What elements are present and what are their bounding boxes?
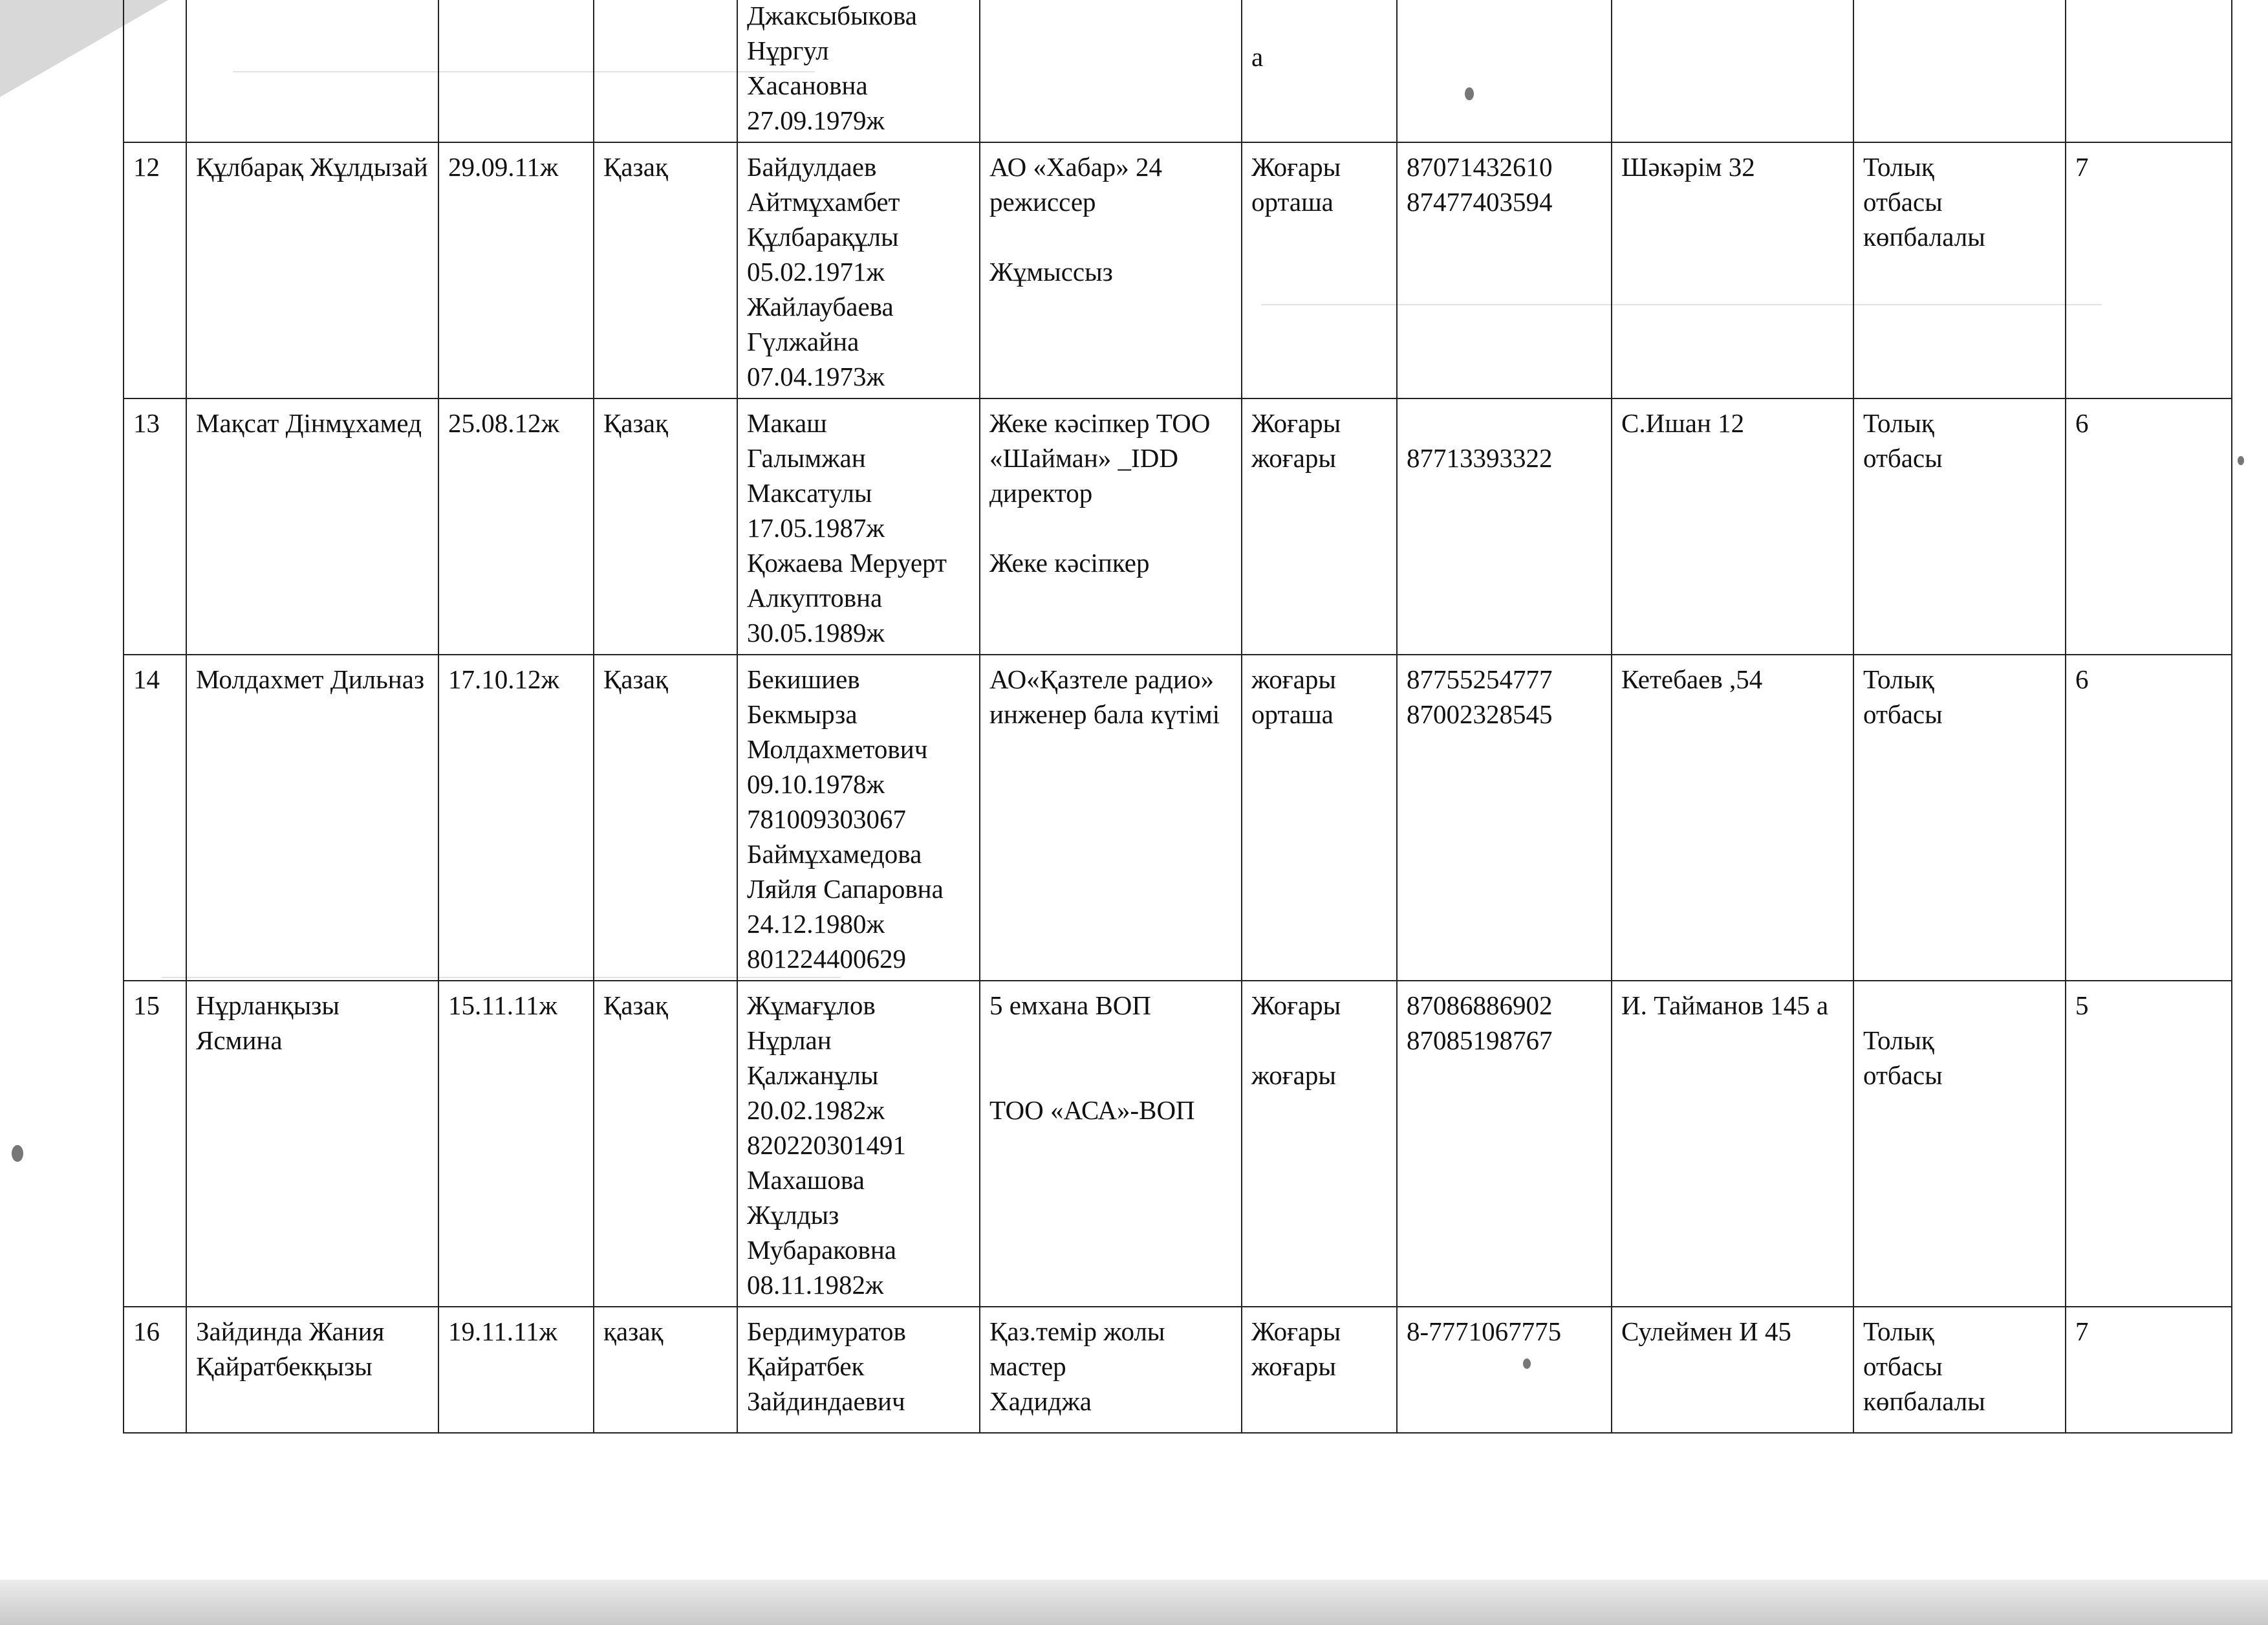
cell-education-line: Жоғары xyxy=(1251,408,1341,438)
cell-birth-date xyxy=(438,655,594,981)
cell-address xyxy=(1612,0,1853,142)
cell-number-text: 15 xyxy=(133,990,160,1020)
cell-address-text: Шәкәрім 32 xyxy=(1621,152,1755,182)
cell-family-status-line: көпбалалы xyxy=(1863,222,1985,252)
cell-family-status-line: отбасы xyxy=(1863,187,1943,217)
cell-parents-line: 17.05.1987ж xyxy=(747,513,885,543)
cell-family-status-line: отбасы xyxy=(1863,1351,1943,1381)
cell-nationality-text: Қазақ xyxy=(603,152,668,182)
cell-education-line: орташа xyxy=(1251,699,1334,729)
cell-phones-line xyxy=(1407,406,1604,441)
cell-child-name-text: Мақсат Дінмұхамед xyxy=(196,408,422,438)
cell-workplace-line: АО«Қазтеле радио» инженер бала күтімі xyxy=(989,664,1220,729)
cell-parents-line: 30.05.1989ж xyxy=(747,618,885,648)
cell-child-name-text: Құлбарақ Жұлдызай xyxy=(196,152,428,182)
cell-workplace xyxy=(980,981,1242,1307)
cell-workplace xyxy=(980,142,1242,398)
cell-family-size-text: 6 xyxy=(2075,664,2089,694)
cell-workplace-line: ТОО «АСА»-ВОП xyxy=(989,1095,1195,1125)
cell-education-line: жоғары xyxy=(1251,664,1336,694)
cell-family-status xyxy=(1853,981,2066,1307)
cell-parents-line: Бекишиев xyxy=(747,664,860,694)
cell-family-size xyxy=(2066,0,2232,142)
cell-parents xyxy=(737,398,980,655)
cell-parents-line: Жұмағұлов xyxy=(747,990,876,1020)
cell-workplace xyxy=(980,0,1242,142)
cell-education-line: Жоғары xyxy=(1251,152,1341,182)
cell-workplace xyxy=(980,398,1242,655)
cell-child-name xyxy=(186,398,438,655)
cell-nationality-text: Қазақ xyxy=(603,990,668,1020)
cell-family-status xyxy=(1853,142,2066,398)
cell-family-size xyxy=(2066,142,2232,398)
table-row xyxy=(124,142,2232,398)
cell-child-name xyxy=(186,981,438,1307)
cell-number xyxy=(124,1307,186,1433)
cell-workplace-line xyxy=(989,1023,1235,1058)
cell-workplace-line: Қаз.темір жолы мастер xyxy=(989,1316,1165,1381)
cell-parents-line: 05.02.1971ж xyxy=(747,257,885,287)
cell-workplace-line: Жеке кәсіпкер ТОО «Шайман» _IDD директор xyxy=(989,408,1211,508)
cell-parents-line: Молдахметович xyxy=(747,734,928,764)
cell-birth-date-text: 17.10.12ж xyxy=(448,664,559,694)
cell-birth-date-text: 15.11.11ж xyxy=(448,990,557,1020)
cell-parents xyxy=(737,655,980,981)
cell-parents-line: Айтмұхамбет xyxy=(747,187,900,217)
cell-phones-line: 87002328545 xyxy=(1407,699,1553,729)
cell-number xyxy=(124,981,186,1307)
cell-phones-line: 87755254777 xyxy=(1407,664,1553,694)
cell-family-status-line: отбасы xyxy=(1863,699,1943,729)
cell-parents-line: Қайратбек xyxy=(747,1351,865,1381)
cell-phones-line: 8-7771067775 xyxy=(1407,1316,1562,1346)
table-row xyxy=(124,0,2232,142)
cell-phones-line: 87477403594 xyxy=(1407,187,1553,217)
cell-nationality-text: Қазақ xyxy=(603,664,668,694)
cell-parents-line: Нұрлан xyxy=(747,1025,832,1055)
cell-parents-line: 820220301491 xyxy=(747,1130,906,1160)
cell-parents xyxy=(737,142,980,398)
cell-workplace-line: 5 емхана ВОП xyxy=(989,990,1152,1020)
cell-family-size-text: 6 xyxy=(2075,408,2089,438)
scan-speck xyxy=(1523,1358,1531,1369)
cell-parents xyxy=(737,1307,980,1433)
children-registry-table xyxy=(123,0,2232,1434)
cell-family-size-text: 7 xyxy=(2075,152,2089,182)
cell-family-size-text: 7 xyxy=(2075,1316,2089,1346)
cell-number xyxy=(124,655,186,981)
cell-parents-line: Баймұхамедова xyxy=(747,839,922,869)
cell-workplace-line: Жеке кәсіпкер xyxy=(989,548,1150,578)
cell-family-size xyxy=(2066,655,2232,981)
cell-child-name-text: Зайдинда Жания Қайратбекқызы xyxy=(196,1316,385,1381)
cell-family-status-line: Толық xyxy=(1863,1025,1934,1055)
cell-parents xyxy=(737,0,980,142)
cell-address-text: И. Тайманов 145 а xyxy=(1621,990,1829,1020)
cell-parents-line: Зайдиндаевич xyxy=(747,1386,905,1416)
cell-education xyxy=(1242,0,1397,142)
cell-nationality xyxy=(594,655,737,981)
cell-phones-line: 87086886902 xyxy=(1407,990,1553,1020)
cell-phones xyxy=(1397,398,1612,655)
cell-education-line: орташа xyxy=(1251,187,1334,217)
cell-parents-line: Бердимуратов xyxy=(747,1316,906,1346)
cell-address xyxy=(1612,398,1853,655)
cell-parents-line: 801224400629 xyxy=(747,944,906,974)
cell-parents-line: Құлбарақұлы xyxy=(747,222,899,252)
cell-parents-line: 24.12.1980ж xyxy=(747,909,885,939)
cell-birth-date xyxy=(438,981,594,1307)
scan-speck xyxy=(1465,87,1474,100)
cell-parents-line: Бекмырза xyxy=(747,699,858,729)
cell-parents-line: Қожаева Меруерт xyxy=(747,548,947,578)
cell-education-line: жоғары xyxy=(1251,443,1336,473)
cell-workplace-line: Хадиджа xyxy=(989,1386,1092,1416)
cell-family-status-line: Толық xyxy=(1863,408,1934,438)
cell-parents-line: Мубараковна xyxy=(747,1235,896,1265)
cell-family-status xyxy=(1853,398,2066,655)
cell-phones xyxy=(1397,655,1612,981)
cell-child-name xyxy=(186,655,438,981)
scan-speck xyxy=(12,1145,23,1162)
cell-education xyxy=(1242,142,1397,398)
cell-parents-line: 27.09.1979ж xyxy=(747,105,885,135)
cell-parents-line: Хасановна xyxy=(747,71,868,100)
cell-nationality-text: қазақ xyxy=(603,1316,664,1346)
cell-birth-date-text: 25.08.12ж xyxy=(448,408,559,438)
cell-workplace-line xyxy=(989,510,1235,545)
cell-parents-line: Макаш xyxy=(747,408,827,438)
cell-address xyxy=(1612,981,1853,1307)
cell-parents-line: Гүлжайна xyxy=(747,327,859,356)
cell-family-status-line: отбасы xyxy=(1863,443,1943,473)
cell-parents-line: Махашова xyxy=(747,1165,865,1195)
cell-family-status xyxy=(1853,655,2066,981)
table-row xyxy=(124,981,2232,1307)
scan-speck xyxy=(2238,456,2244,465)
cell-education-line: Жоғары xyxy=(1251,990,1341,1020)
cell-parents-line: Джаксыбыкова xyxy=(747,1,917,30)
cell-address xyxy=(1612,142,1853,398)
cell-workplace-line xyxy=(989,1058,1235,1093)
cell-family-status xyxy=(1853,1307,2066,1433)
cell-education-line: а xyxy=(1251,42,1264,72)
cell-birth-date xyxy=(438,0,594,142)
cell-nationality xyxy=(594,398,737,655)
cell-education-line xyxy=(1251,5,1390,39)
cell-nationality xyxy=(594,981,737,1307)
cell-family-status-line: отбасы xyxy=(1863,1060,1943,1090)
cell-child-name xyxy=(186,142,438,398)
cell-birth-date-text: 19.11.11ж xyxy=(448,1316,557,1346)
cell-parents-line: Байдулдаев xyxy=(747,152,877,182)
cell-parents-line: 20.02.1982ж xyxy=(747,1095,885,1125)
cell-family-size xyxy=(2066,981,2232,1307)
cell-parents-line: Ляйля Сапаровна xyxy=(747,874,944,904)
cell-family-status xyxy=(1853,0,2066,142)
cell-parents-line: 781009303067 xyxy=(747,804,906,834)
cell-education-line: Жоғары xyxy=(1251,1316,1341,1346)
cell-child-name-text: Нұрланқызы Ясмина xyxy=(196,990,340,1055)
cell-number xyxy=(124,142,186,398)
cell-phones-line: 87071432610 xyxy=(1407,152,1553,182)
cell-number-text: 14 xyxy=(133,664,160,694)
cell-address xyxy=(1612,655,1853,981)
cell-number xyxy=(124,0,186,142)
cell-education-line: жоғары xyxy=(1251,1060,1336,1090)
cell-child-name xyxy=(186,1307,438,1433)
cell-family-status-line: Толық xyxy=(1863,664,1934,694)
cell-workplace-line: Жұмыссыз xyxy=(989,257,1113,287)
cell-education xyxy=(1242,981,1397,1307)
cell-nationality-text: Қазақ xyxy=(603,408,668,438)
cell-family-status-line: Толық xyxy=(1863,1316,1934,1346)
cell-parents-line: Максатулы xyxy=(747,478,872,508)
cell-education xyxy=(1242,1307,1397,1433)
cell-birth-date-text: 29.09.11ж xyxy=(448,152,559,182)
cell-birth-date xyxy=(438,1307,594,1433)
cell-phones xyxy=(1397,981,1612,1307)
cell-parents-line: Жұлдыз xyxy=(747,1200,839,1230)
cell-number-text: 12 xyxy=(133,152,160,182)
cell-address-text: Кетебаев ,54 xyxy=(1621,664,1763,694)
cell-phones-line: 87085198767 xyxy=(1407,1025,1553,1055)
cell-family-size xyxy=(2066,1307,2232,1433)
cell-family-size xyxy=(2066,398,2232,655)
table-row xyxy=(124,1307,2232,1433)
cell-parents-line: Нұргул xyxy=(747,36,829,65)
cell-number xyxy=(124,398,186,655)
cell-phones xyxy=(1397,1307,1612,1433)
cell-child-name-text: Молдахмет Дильназ xyxy=(196,664,425,694)
cell-address-text: Сулеймен И 45 xyxy=(1621,1316,1791,1346)
cell-address xyxy=(1612,1307,1853,1433)
cell-birth-date xyxy=(438,398,594,655)
scanner-edge-shadow xyxy=(0,1580,2268,1625)
cell-education-line: жоғары xyxy=(1251,1351,1336,1381)
cell-phones xyxy=(1397,142,1612,398)
cell-parents-line: Алкуптовна xyxy=(747,583,883,613)
cell-nationality xyxy=(594,1307,737,1433)
cell-education-line xyxy=(1251,1023,1390,1058)
cell-workplace-line xyxy=(989,219,1235,254)
cell-number-text: 13 xyxy=(133,408,160,438)
cell-parents-line: Жайлаубаева xyxy=(747,292,894,322)
cell-education xyxy=(1242,655,1397,981)
table-row xyxy=(124,655,2232,981)
cell-family-status-line: Толық xyxy=(1863,152,1934,182)
cell-workplace xyxy=(980,1307,1242,1433)
cell-parents xyxy=(737,981,980,1307)
cell-parents-line: 09.10.1978ж xyxy=(747,769,885,799)
cell-family-status-line xyxy=(1863,988,2058,1023)
cell-nationality xyxy=(594,142,737,398)
cell-workplace-line: АО «Хабар» 24 режиссер xyxy=(989,152,1163,217)
cell-family-status-line: көпбалалы xyxy=(1863,1386,1985,1416)
cell-parents-line: 07.04.1973ж xyxy=(747,362,885,391)
cell-phones-line: 87713393322 xyxy=(1407,443,1553,473)
cell-workplace xyxy=(980,655,1242,981)
cell-parents-line: 08.11.1982ж xyxy=(747,1270,884,1300)
cell-family-size-text: 5 xyxy=(2075,990,2089,1020)
cell-child-name xyxy=(186,0,438,142)
cell-address-text: С.Ишан 12 xyxy=(1621,408,1745,438)
cell-education xyxy=(1242,398,1397,655)
cell-parents-line: Галымжан xyxy=(747,443,866,473)
cell-nationality xyxy=(594,0,737,142)
cell-phones xyxy=(1397,0,1612,142)
cell-parents-line: Қалжанұлы xyxy=(747,1060,879,1090)
cell-number-text: 16 xyxy=(133,1316,160,1346)
cell-birth-date xyxy=(438,142,594,398)
table-row xyxy=(124,398,2232,655)
